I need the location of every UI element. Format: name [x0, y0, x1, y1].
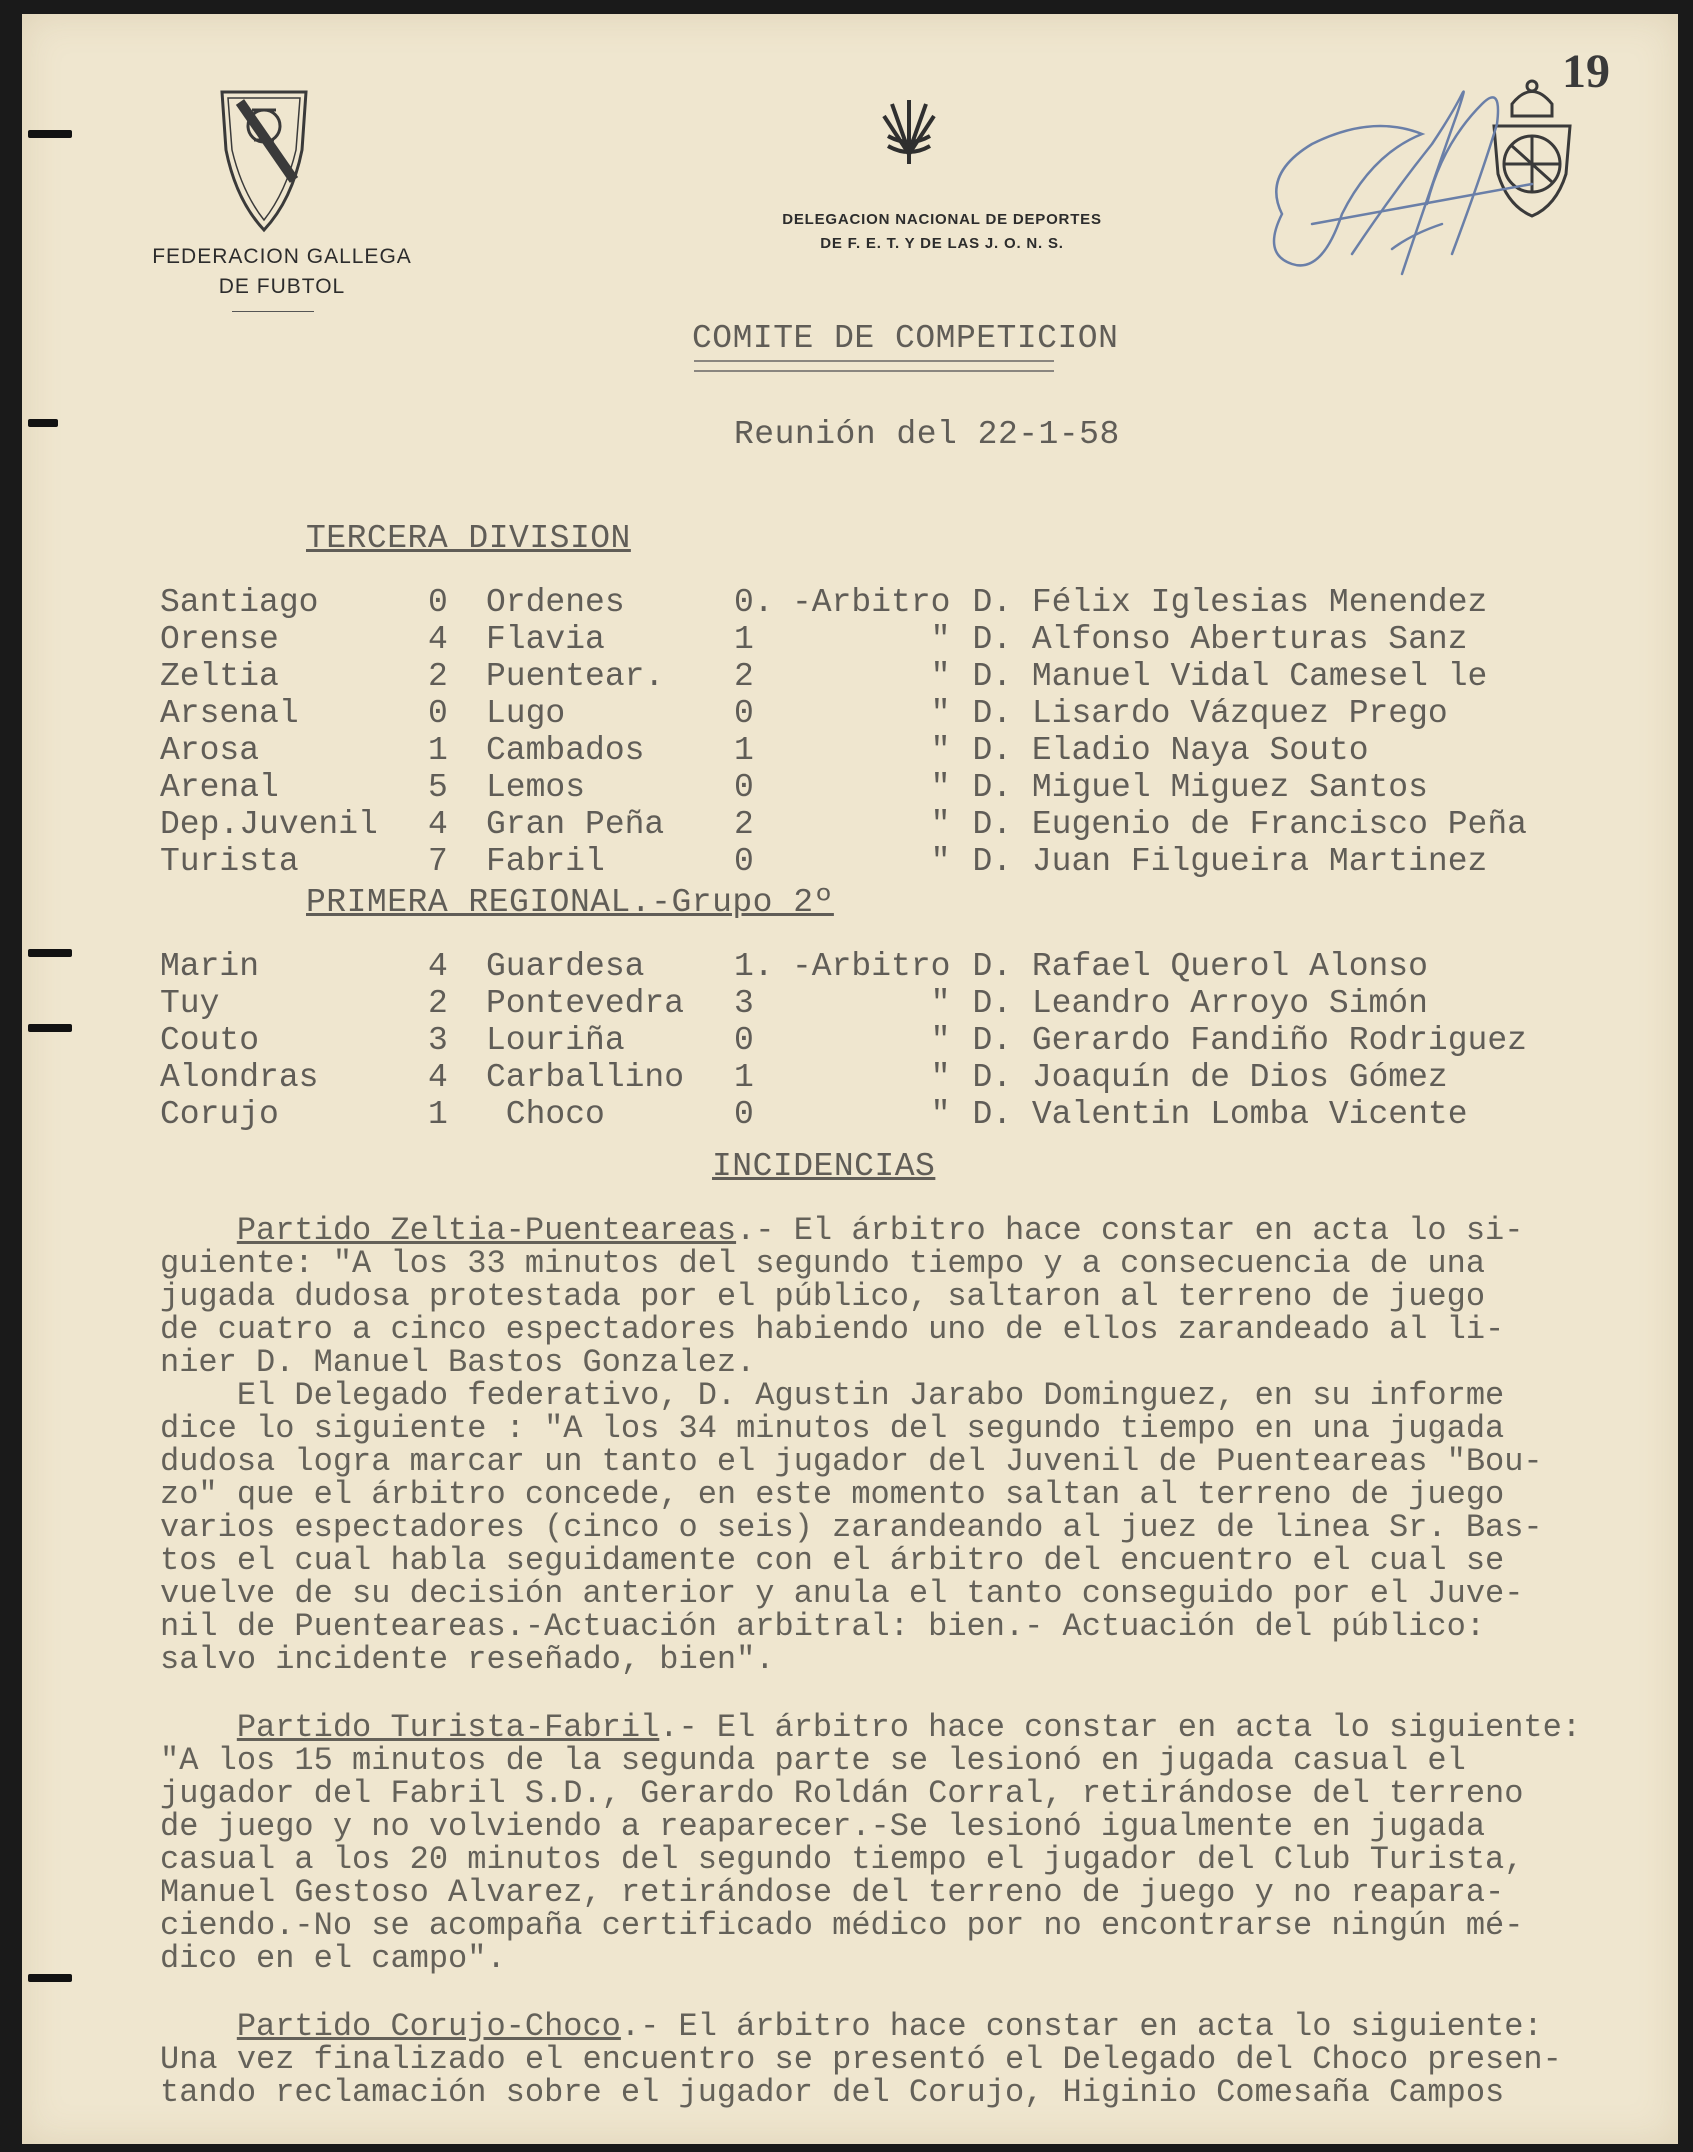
home-score: 7 [428, 843, 448, 880]
away-score: 1 [734, 621, 754, 658]
referee-name: D. Gerardo Fandiño Rodriguez [972, 1022, 1527, 1059]
match-row [160, 1096, 1527, 1133]
title-double-rule [694, 360, 1054, 372]
punch-mark [28, 1024, 72, 1032]
home-team: Corujo [160, 1096, 279, 1133]
match-row [160, 985, 1527, 1022]
section-heading-tercera: TERCERA DIVISION [306, 520, 631, 557]
incident-text: .- El árbitro hace constar en acta lo siguiente: "A los 15 minutos de la segunda parte se lesionó en jugada casual el jugador del Fabril S.D., Gerardo Roldán Corral, retirándose del terreno de juego y no volviendo a reaparecer.-Se lesionó igualmente en jugada casual a los 20 minutos del segundo tiempo el jugador del Club Turista, Manuel Gestoso Alvarez, retirándose del terreno de juego y no reapara- ciendo.-No se acompaña certificado médico por no encontrarse ningún mé- dico en el campo". [160, 1709, 1582, 1977]
referee-name: D. Eugenio de Francisco Peña [972, 806, 1527, 843]
federation-name [122, 242, 442, 302]
away-team: Carballino [486, 1059, 685, 1096]
away-score: 1 [734, 1059, 754, 1096]
results-table-tercera [160, 584, 1527, 880]
match-row [160, 695, 1527, 732]
yoke-arrows-emblem [874, 92, 944, 172]
delegation-line-2: DE F. E. T. Y DE LAS J. O. N. S. [820, 235, 1064, 252]
match-row [160, 1022, 1527, 1059]
away-team: Choco [486, 1096, 605, 1133]
home-score: 0 [428, 695, 448, 732]
match-row [160, 843, 1527, 880]
referee-name: D. Manuel Vidal Camesel le [972, 658, 1488, 695]
referee-name: D. Lisardo Vázquez Prego [972, 695, 1448, 732]
divider [232, 311, 314, 312]
home-score: 1 [428, 1096, 448, 1133]
punch-mark [28, 419, 58, 427]
away-score: 1. [734, 948, 774, 985]
referee-name: D. Alfonso Aberturas Sanz [972, 621, 1468, 658]
away-team: Cambados [486, 732, 645, 769]
home-score: 4 [428, 806, 448, 843]
away-score: 0 [734, 695, 754, 732]
away-score: 1 [734, 732, 754, 769]
away-team: Fabril [486, 843, 605, 880]
referee-name: D. Joaquín de Dios Gómez [972, 1059, 1448, 1096]
referee-mark: -Arbitro [792, 584, 951, 621]
match-row [160, 621, 1527, 658]
handwritten-signature [1252, 74, 1542, 304]
referee-mark: " [930, 1096, 951, 1133]
home-team: Zeltia [160, 658, 279, 695]
away-score: 0 [734, 843, 754, 880]
home-score: 5 [428, 769, 448, 806]
away-team: Pontevedra [486, 985, 685, 1022]
away-team: Lemos [486, 769, 586, 806]
referee-mark: " [930, 732, 951, 769]
away-score: 2 [734, 658, 754, 695]
away-score: 3 [734, 985, 754, 1022]
away-score: 0 [734, 1096, 754, 1133]
away-team: Lugo [486, 695, 566, 732]
section-heading-primera: PRIMERA REGIONAL.-Grupo 2º [306, 884, 834, 921]
match-row [160, 732, 1527, 769]
home-team: Arenal [160, 769, 279, 806]
federation-shield-logo [214, 80, 314, 240]
home-score: 2 [428, 985, 448, 1022]
results-table-primera [160, 948, 1527, 1133]
punch-mark [28, 1974, 72, 1982]
referee-mark: " [930, 769, 951, 806]
match-row [160, 948, 1527, 985]
home-score: 4 [428, 1059, 448, 1096]
home-team: Arsenal [160, 695, 299, 732]
referee-mark: " [930, 695, 951, 732]
home-score: 3 [428, 1022, 448, 1059]
home-team: Alondras [160, 1059, 319, 1096]
away-team: Louriña [486, 1022, 625, 1059]
referee-name: D. Valentin Lomba Vicente [972, 1096, 1468, 1133]
home-score: 2 [428, 658, 448, 695]
home-team: Santiago [160, 584, 319, 621]
federation-line-1: FEDERACION GALLEGA [152, 245, 412, 268]
match-row [160, 584, 1527, 621]
home-team: Orense [160, 621, 279, 658]
incident-title: Partido Corujo-Choco [236, 2008, 621, 2045]
away-score: 0 [734, 1022, 754, 1059]
committee-title: COMITE DE COMPETICION [692, 320, 1119, 357]
away-team: Guardesa [486, 948, 645, 985]
home-team: Arosa [160, 732, 260, 769]
referee-name: D. Eladio Naya Souto [972, 732, 1369, 769]
home-team: Marin [160, 948, 260, 985]
referee-mark: " [930, 1059, 951, 1096]
punch-mark [28, 130, 72, 138]
away-score: 0. [734, 584, 774, 621]
federation-line-2: DE FUBTOL [218, 275, 346, 298]
away-team: Ordenes [486, 584, 625, 621]
away-score: 0 [734, 769, 754, 806]
referee-name: D. Miguel Miguez Santos [972, 769, 1428, 806]
referee-mark: " [930, 985, 951, 1022]
incident-text: .- El árbitro hace constar en acta lo si- guiente: "A los 33 minutos del segundo tiempo y a consecuencia de una jugada dudosa protestada por el público, saltaron al terreno de juego de cuatro a cinco espectadores habiendo uno de ellos zarandeado al li- nier D. Manuel Bastos Gonzalez. [160, 1212, 1524, 1381]
incident-corujo-choco [160, 2010, 1660, 2109]
home-team: Turista [160, 843, 299, 880]
home-team: Tuy [160, 985, 220, 1022]
match-row [160, 769, 1527, 806]
referee-name: D. Félix Iglesias Menendez [972, 584, 1488, 621]
home-score: 0 [428, 584, 448, 621]
referee-name: D. Leandro Arroyo Simón [972, 985, 1428, 1022]
referee-mark: -Arbitro [792, 948, 951, 985]
match-row [160, 1059, 1527, 1096]
home-score: 1 [428, 732, 448, 769]
away-score: 2 [734, 806, 754, 843]
match-row [160, 658, 1527, 695]
away-team: Gran Peña [486, 806, 665, 843]
incident-title: Partido Zeltia-Puenteareas [236, 1212, 737, 1249]
referee-mark: " [930, 806, 951, 843]
incident-title: Partido Turista-Fabril [236, 1709, 660, 1746]
referee-mark: " [930, 621, 951, 658]
document-page [22, 14, 1678, 2144]
incident-zeltia-puenteareas [160, 1214, 1660, 1379]
home-team: Dep.Juvenil [160, 806, 378, 843]
referee-mark: " [930, 843, 951, 880]
meeting-date: Reunión del 22-1-58 [734, 416, 1120, 453]
incident-text: .- El árbitro hace constar en acta lo siguiente: Una vez finalizado el encuentro se presentó el Delegado del Choco presen- tando reclamación sobre el jugador del Corujo, Higinio Comesaña Campos [160, 2008, 1562, 2111]
punch-mark [28, 949, 72, 957]
home-score: 4 [428, 621, 448, 658]
referee-mark: " [930, 1022, 951, 1059]
home-team: Couto [160, 1022, 260, 1059]
delegation-header [722, 208, 1162, 256]
incidencias-heading: INCIDENCIAS [712, 1148, 936, 1185]
incident-turista-fabril [160, 1711, 1660, 1975]
match-row [160, 806, 1527, 843]
away-team: Puentear. [486, 658, 665, 695]
page-number: 19 [1562, 45, 1610, 98]
referee-mark: " [930, 658, 951, 695]
delegate-report: El Delegado federativo, D. Agustin Jarabo Dominguez, en su informe dice lo siguiente : "A los 34 minutos del segundo tiempo en una jugada dudosa logra marcar un tanto el jugador del Juvenil de Puenteareas "Bou- zo" que el árbitro concede, en este momento saltan al terreno de juego varios espectadores (cinco o seis) zarandeando al juez de linea Sr. Bas- tos el cual habla seguidamente con el árbitro del encuentro el cual se vuelve de su decisión anterior y anula el tanto conseguido por el Juve- nil de Puenteareas.-Actuación arbitral: bien.- Actuación del público: salvo incidente reseñado, bien". [160, 1377, 1543, 1678]
referee-name: D. Rafael Querol Alonso [972, 948, 1428, 985]
away-team: Flavia [486, 621, 605, 658]
referee-name: D. Juan Filgueira Martinez [972, 843, 1488, 880]
home-score: 4 [428, 948, 448, 985]
delegation-line-1: DELEGACION NACIONAL DE DEPORTES [782, 211, 1102, 228]
